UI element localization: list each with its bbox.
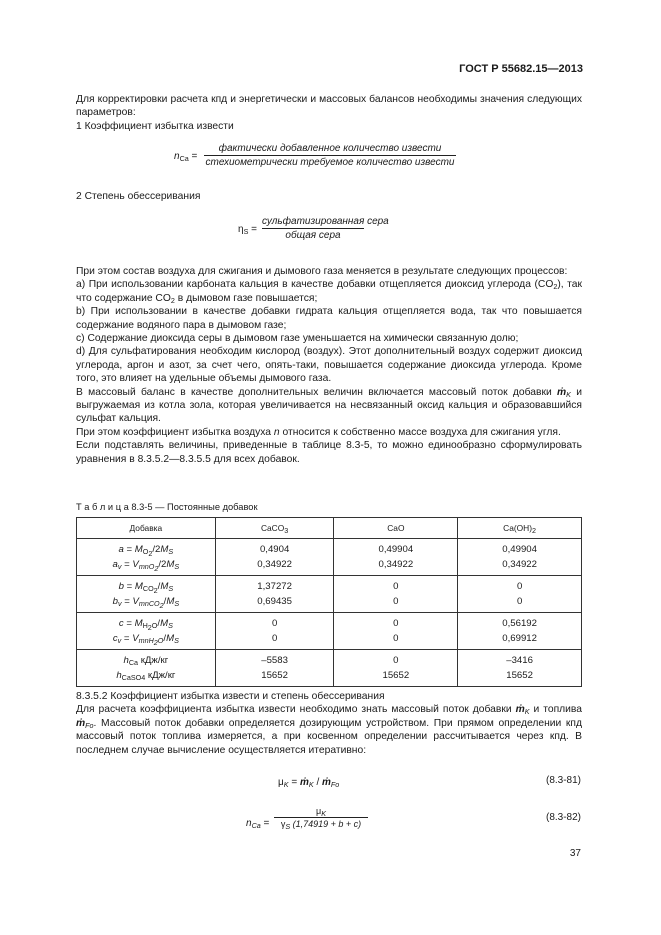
additive-constants-table [76, 517, 582, 687]
cell-caco3: 1,37272 0,69435 [215, 576, 334, 613]
formula2-numerator: сульфатизированная сера [262, 216, 389, 227]
param1-title: 1 Коэффициент избытка извести [76, 121, 234, 132]
equation-8-3-82-lhs: $n_{Ca}$ = [246, 818, 270, 830]
formula2-fraction [262, 216, 389, 241]
air-excess-paragraph: При этом коэффициент избытка воздуха n относится к собственно массе воздуха для сжигания угля. [76, 426, 561, 438]
formula2-lhs: $\eta_S$ = [238, 224, 257, 236]
table-reference-paragraph: Если подставлять величины, приведенные в таблице 8.3-5, то можно единообразно сформулировать уравнения в 8.3.5.2—8.3.5.5 для всех добавок. [76, 440, 582, 465]
table-caption: Т а б л и ц а 8.3-5 — Постоянные добавок [76, 502, 258, 512]
table-row [77, 650, 582, 687]
formula1-fraction [204, 143, 456, 168]
section-heading: 8.3.5.2 Коэффициент избытка извести и степень обессеривания [76, 691, 385, 702]
table-row [77, 613, 582, 650]
param2-title: 2 Степень обессеривания [76, 191, 201, 202]
process-b: b) При использовании в качестве добавки гидрата кальция отщепляется вода, так что повышается содержание водяного пара в дымовом газе; [76, 306, 582, 331]
table-header-row [77, 518, 582, 539]
cell-caoh2: –3416 15652 [458, 650, 582, 687]
equation-number-82: (8.3-82) [545, 812, 581, 823]
body-block [76, 265, 582, 466]
table-row [77, 576, 582, 613]
cell-cao: 0 15652 [334, 650, 458, 687]
intro-paragraph: Для корректировки расчета кпд и энергетически и массовых балансов необходимы значения следующих параметров: [76, 94, 582, 119]
col-header-caco3: CaCO$_3$ [215, 518, 334, 539]
process-intro: При этом состав воздуха для сжигания и дымового газа меняется в результате следующих процессов: [76, 266, 568, 277]
cell-caoh2: 0 0 [458, 576, 582, 613]
formula1-denominator: стехиометрически требуемое количество извести [205, 157, 455, 168]
equation-number-81: (8.3-81) [545, 775, 581, 786]
cell-caco3: 0 0 [215, 613, 334, 650]
cell-cao: 0,49904 0,34922 [334, 539, 458, 576]
row-label: $b = M_{CO_2}/M_S$ $b_v = V_{mnCO_2}/M_S$ [77, 576, 216, 613]
equation-8-3-82-fraction [274, 806, 368, 829]
page-number: 37 [569, 848, 581, 859]
eq82-numerator: $\mu_K$ [316, 806, 326, 818]
cell-caco3: –5583 15652 [215, 650, 334, 687]
cell-caoh2: 0,49904 0,34922 [458, 539, 582, 576]
col-header-cao: CaO [334, 518, 458, 539]
formula1-lhs: $n_{Ca}$ = [174, 151, 198, 163]
row-label: $h_{Ca}$ кДж/кг $h_{CaSO4}$ кДж/кг [77, 650, 216, 687]
cell-cao: 0 0 [334, 613, 458, 650]
section-paragraph: Для расчета коэффициента избытка извести необходимо знать массовый поток добавки ṁ$_K$ и топлива ṁ$_{Fo}$. Массовый поток добавки определяется дозирующим устройством. При прямом определении кпд массовый поток топлива измеряется, а при косвенном определении рассчитывается через кпд. В последнем случае вычисление осуществляется итеративно: [76, 704, 582, 756]
eq82-denominator: $\gamma_S$ (1,74919 + b + c) [280, 819, 362, 831]
cell-caco3: 0,4904 0,34922 [215, 539, 334, 576]
cell-cao: 0 0 [334, 576, 458, 613]
section-block [76, 690, 582, 757]
formula1-numerator: фактически добавленное количество извести [218, 143, 442, 154]
cell-caoh2: 0,56192 0,69912 [458, 613, 582, 650]
process-c: с) Содержание диоксида серы в дымовом газе уменьшается на химически связанную долю; [76, 333, 519, 345]
formula1-bar [204, 155, 456, 156]
table-row [77, 539, 582, 576]
col-header-caoh2: $Ca(OH)_2$ [458, 518, 582, 539]
process-a: а) При использовании карбоната кальция в качестве добавки отщепляется диоксид углерода $(CO_2)$, так что содержание $CO_2$ в дымовом газе повышается; [76, 279, 583, 305]
process-d: d) Для сульфатирования необходим кислород (воздух). Этот дополнительный воздух содержит диоксид углерода, аргон и азот, за счет чего, опять-таки, повышается содержание диоксида углерода. Кроме того, это влияет на удельные объемы дымового газа. [76, 346, 582, 385]
col-header-additive: Добавка [77, 518, 216, 539]
document-id: ГОСТ Р 55682.15—2013 [459, 63, 583, 75]
mass-balance-paragraph: В массовый баланс в качестве дополнительных величин включается массовый поток добавки ṁ$_K$ и выгружаемая из котла зола, которая увеличивается на несвязанный оксид кальция и образовавшийся сульфат кальция. [76, 386, 582, 425]
formula2-denominator: общая сера [285, 230, 341, 241]
equation-8-3-81: $\mu_K$ = ṁ$_K$ / ṁ$_{Fo}$ [278, 777, 340, 789]
row-label: $a = M_{O_2}/2M_S$ $a_v = V_{mnO_2}/2M_S$ [77, 539, 216, 576]
formula2-bar [262, 228, 364, 229]
row-label: $c = M_{H_2O}/M_S$ $c_v = V_{mnH_2O}/M_S$ [77, 613, 216, 650]
